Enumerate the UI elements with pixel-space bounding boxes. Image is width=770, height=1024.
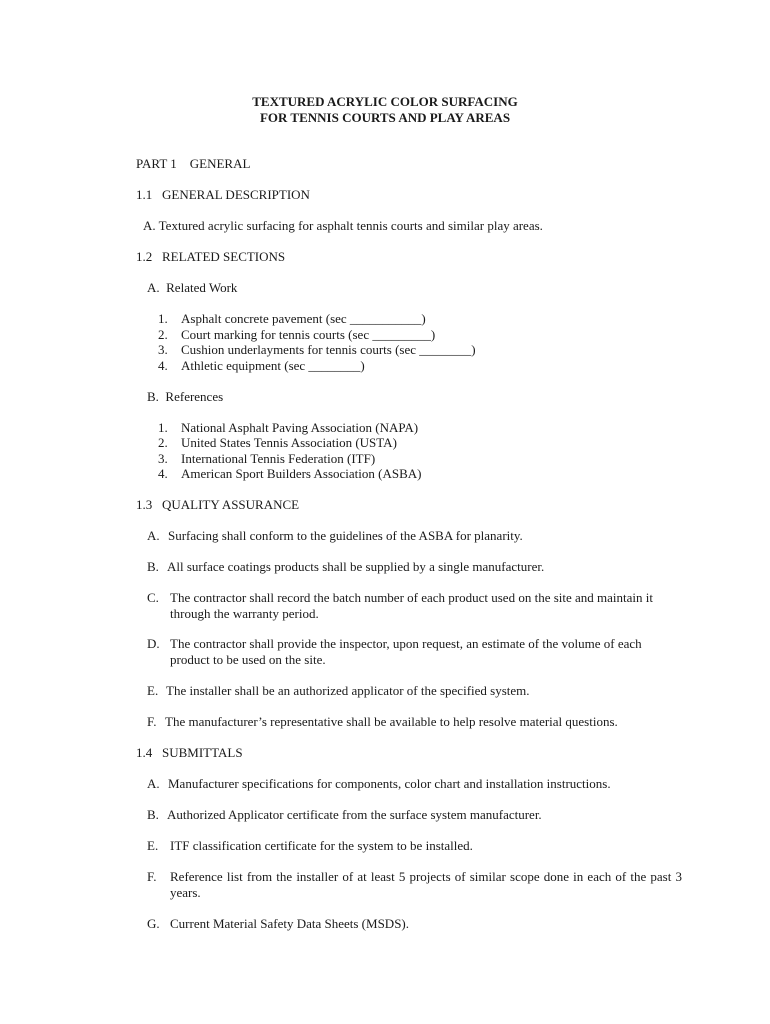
item-label: A. xyxy=(147,776,160,791)
document-title-line-2: FOR TENNIS COURTS AND PLAY AREAS xyxy=(259,110,511,125)
list-item: National Asphalt Paving Association (NAPA) xyxy=(181,420,419,435)
list-item: Cushion underlayments for tennis courts (sec ________) xyxy=(181,342,476,357)
item-label: C. xyxy=(147,590,159,605)
list-item-number: 4. xyxy=(158,358,168,373)
list-item: Court marking for tennis courts (sec _________) xyxy=(181,327,436,342)
document-title-line-1: TEXTURED ACRYLIC COLOR SURFACING xyxy=(252,94,518,109)
list-item: The contractor shall provide the inspector, upon request, an estimate of the volume of each product to be used on the site. xyxy=(170,636,642,667)
section-1-3-heading: 1.3 QUALITY ASSURANCE xyxy=(136,497,300,512)
item-label: E. xyxy=(147,838,159,853)
part-heading: PART 1 GENERAL xyxy=(136,156,251,171)
list-item-number: 2. xyxy=(158,435,168,450)
list-item: Asphalt concrete pavement (sec ___________) xyxy=(181,311,426,326)
related-work-label: A. Related Work xyxy=(147,280,238,295)
list-item: American Sport Builders Association (ASBA) xyxy=(181,466,422,481)
list-item-number: 3. xyxy=(158,342,168,357)
item-label: G. xyxy=(147,916,160,931)
item-label: D. xyxy=(147,636,160,651)
item-label: B. xyxy=(147,807,159,822)
list-item: Authorized Applicator certificate from the surface system manufacturer. xyxy=(167,807,542,822)
list-item: ITF classification certificate for the system to be installed. xyxy=(170,838,473,853)
list-item-number: 4. xyxy=(158,466,168,481)
references-label: B. References xyxy=(147,389,224,404)
list-item-number: 1. xyxy=(158,420,168,435)
list-item: Surfacing shall conform to the guidelines of the ASBA for planarity. xyxy=(168,528,523,543)
list-item: The contractor shall record the batch number of each product used on the site and maintain it through the warranty period. xyxy=(170,590,653,621)
section-1-4-heading: 1.4 SUBMITTALS xyxy=(136,745,243,760)
list-item: The installer shall be an authorized applicator of the specified system. xyxy=(166,683,530,698)
list-item: The manufacturer’s representative shall be available to help resolve material questions. xyxy=(165,714,618,729)
list-item: All surface coatings products shall be supplied by a single manufacturer. xyxy=(167,559,545,574)
list-item: Reference list from the installer of at least 5 projects of similar scope done in each of the past 3 years. xyxy=(170,869,682,900)
list-item-number: 1. xyxy=(158,311,168,326)
list-item-number: 3. xyxy=(158,451,168,466)
item-label: F. xyxy=(147,714,157,729)
list-item-number: 2. xyxy=(158,327,168,342)
section-1-1-heading: 1.1 GENERAL DESCRIPTION xyxy=(136,187,310,202)
item-label: E. xyxy=(147,683,159,698)
item-label: A. xyxy=(147,528,160,543)
item-label: F. xyxy=(147,869,157,884)
item-label: B. xyxy=(147,559,159,574)
list-item: Current Material Safety Data Sheets (MSDS). xyxy=(170,916,410,931)
list-item: International Tennis Federation (ITF) xyxy=(181,451,376,466)
list-item: Manufacturer specifications for components, color chart and installation instructions. xyxy=(168,776,611,791)
section-1-2-heading: 1.2 RELATED SECTIONS xyxy=(136,249,286,264)
section-1-1-item-a: A. Textured acrylic surfacing for asphalt tennis courts and similar play areas. xyxy=(143,218,543,233)
list-item: United States Tennis Association (USTA) xyxy=(181,435,397,450)
list-item: Athletic equipment (sec ________) xyxy=(181,358,365,373)
